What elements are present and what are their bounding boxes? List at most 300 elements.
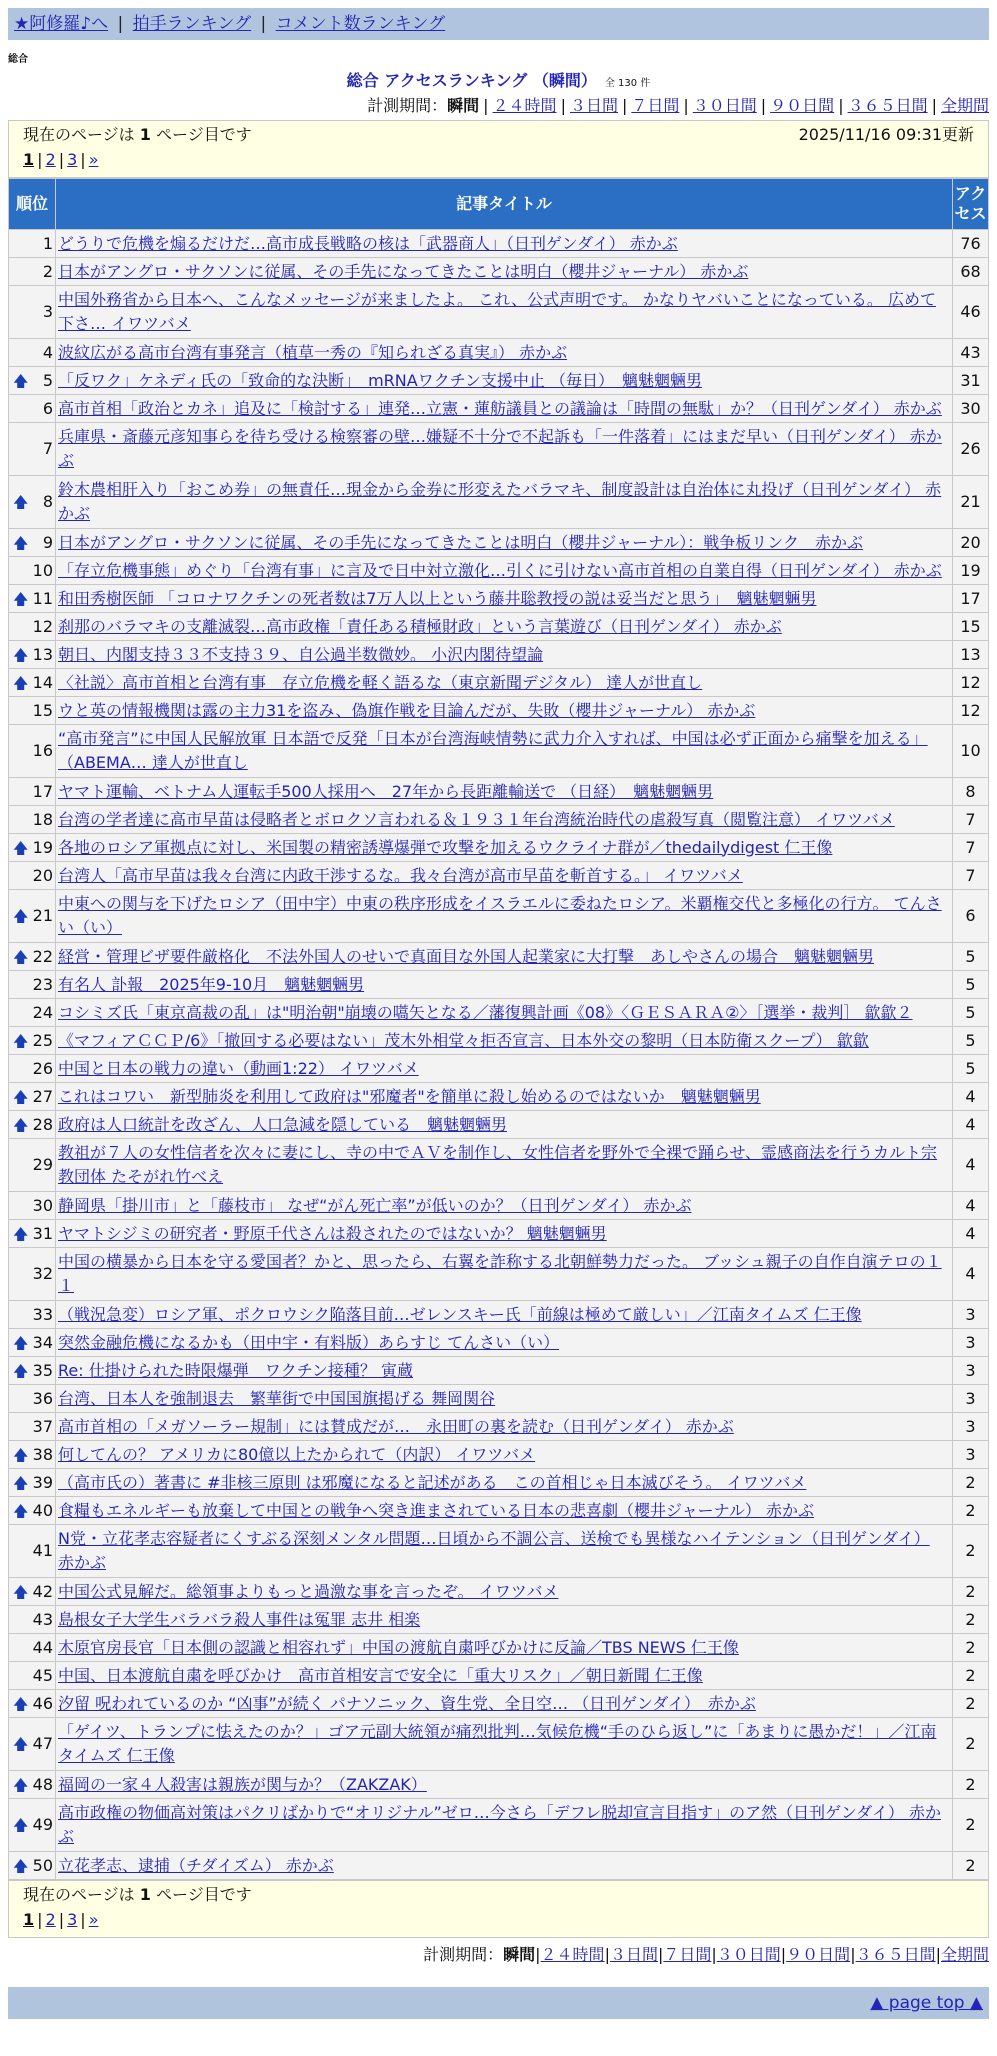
page-info-prefix: 現在のページは [23, 125, 135, 144]
rank-number: 20 [32, 865, 53, 885]
article-link[interactable]: 「反ワク」ケネディ氏の「致命的な決断」 mRNAワクチン支援中止 （毎日） 魑魅魍魎男 [58, 370, 702, 390]
rank-cell [9, 1385, 56, 1413]
table-row [9, 1027, 989, 1055]
rank-number: 12 [32, 616, 53, 636]
page-link-3[interactable]: 3 [67, 150, 78, 169]
title-cell [56, 286, 953, 339]
table-row [9, 1329, 989, 1357]
arrow-up-icon: 🡅 [13, 1333, 29, 1352]
article-link[interactable]: 島根女子大学生バラバラ殺人事件は冤罪 志井 相楽 [58, 1609, 421, 1629]
period-link-2[interactable]: ７日間 [631, 96, 680, 115]
page-info-suffix: ページ目です [156, 1885, 252, 1904]
table-row [9, 1413, 989, 1441]
period-link-0[interactable]: ２４時間 [492, 96, 557, 115]
table-row [9, 1497, 989, 1525]
table-row [9, 890, 989, 943]
period-link-5[interactable]: ３６５日間 [847, 96, 928, 115]
title-cell [56, 669, 953, 697]
rank-number: 31 [32, 1223, 53, 1243]
article-link[interactable]: 台湾人「高市早苗は我々台湾に内政干渉するな。我々台湾が高市早苗を斬首する。」 イワツバメ [58, 865, 743, 885]
rank-number: 17 [32, 781, 53, 801]
rank-cell [9, 1139, 56, 1192]
rank-cell [9, 258, 56, 286]
title-cell [56, 258, 953, 286]
table-row [9, 834, 989, 862]
table-row [9, 999, 989, 1027]
rank-number: 5 [42, 370, 53, 390]
article-link[interactable]: どうりで危機を煽るだけだ…高市成長戦略の核は「武器商人」（日刊ゲンダイ） 赤かぶ [58, 233, 678, 253]
rank-cell [9, 1606, 56, 1634]
period-separator: | [621, 96, 628, 115]
access-count: 5 [953, 1055, 989, 1083]
title-cell [56, 697, 953, 725]
rank-number: 2 [42, 261, 53, 281]
title-cell [56, 1690, 953, 1718]
rank-cell [9, 669, 56, 697]
arrow-up-icon: 🡅 [13, 1582, 29, 1601]
article-link[interactable]: 何してんの？ アメリカに80億以上たかられて（内訳） イワツバメ [58, 1444, 536, 1464]
rank-number: 8 [42, 492, 53, 511]
article-link[interactable]: 福岡の一家４人殺害は親族が関与か？（ZAKZAK） [58, 1774, 427, 1794]
arrow-up-icon: 🡅 [13, 1501, 29, 1520]
page-next-link[interactable]: » [88, 1910, 99, 1929]
article-link[interactable]: 中国と日本の戦力の違い（動画1:22） イワツバメ [58, 1058, 419, 1078]
table-row [9, 1301, 989, 1329]
title-cell [56, 1606, 953, 1634]
title-cell [56, 1469, 953, 1497]
rank-number: 41 [32, 1541, 53, 1560]
article-link[interactable]: 有名人 訃報 2025年9-10月 魑魅魍魎男 [58, 974, 365, 994]
rank-number: 30 [32, 1195, 53, 1215]
title-cell [56, 613, 953, 641]
rank-number: 35 [32, 1360, 53, 1380]
table-row [9, 1055, 989, 1083]
rank-number: 27 [32, 1086, 53, 1106]
table-row [9, 286, 989, 339]
access-count: 20 [953, 529, 989, 557]
rank-number: 32 [32, 1264, 53, 1283]
table-row [9, 971, 989, 999]
access-count: 68 [953, 258, 989, 286]
title-cell [56, 1139, 953, 1192]
arrow-up-icon: 🡅 [13, 1224, 29, 1243]
period-link-1[interactable]: ３日間 [569, 96, 618, 115]
access-count: 31 [953, 367, 989, 395]
access-count: 3 [953, 1385, 989, 1413]
period-link-6[interactable]: 全期間 [940, 96, 989, 115]
rank-cell [9, 834, 56, 862]
article-link[interactable]: 「ゲイツ、トランプに怯えたのか？」ゴア元副大統領が痛烈批判…気候危機“手のひら返し”に「あまりに愚かだ！」／江南タイムズ 仁王像 [58, 1722, 937, 1765]
arrow-up-icon: 🡅 [13, 589, 29, 608]
rank-number: 43 [32, 1609, 53, 1629]
pagination-bottom [23, 1907, 974, 1933]
arrow-up-icon: 🡅 [13, 947, 29, 966]
access-count: 4 [953, 1220, 989, 1248]
title-cell [56, 1525, 953, 1578]
article-link[interactable]: 〈社説〉高市首相と台湾有事 存立危機を軽く語るな（東京新聞デジタル） 達人が世直し [58, 672, 703, 692]
period-link-0-bottom[interactable]: ２４時間 [540, 1945, 605, 1964]
rank-cell [9, 557, 56, 585]
table-row [9, 339, 989, 367]
rank-number: 28 [32, 1114, 53, 1134]
period-separator: | [931, 96, 937, 115]
table-row [9, 258, 989, 286]
period-separator: | [683, 96, 689, 115]
article-link[interactable]: 経営・管理ビザ要件厳格化 不法外国人のせいで真面目な外国人起業家に大打撃 あしやさんの場合 魑魅魍魎男 [58, 946, 875, 966]
table-row [9, 585, 989, 613]
access-count: 2 [953, 1662, 989, 1690]
access-count: 76 [953, 230, 989, 258]
title-cell [56, 1718, 953, 1771]
page-info-number: 1 [139, 125, 151, 144]
rank-cell [9, 725, 56, 778]
article-link[interactable]: 高市政権の物価高対策はパクリばかりで“オリジナル”ゼロ…今さら「デフレ脱却宣言目指す」のア然（日刊ゲンダイ） 赤かぶ [58, 1803, 941, 1846]
table-row [9, 1139, 989, 1192]
page-separator: | [37, 150, 43, 169]
title-cell [56, 1413, 953, 1441]
rank-number: 38 [32, 1444, 53, 1464]
article-link[interactable]: 高市首相の「メガソーラー規制」には賛成だが… 永田町の裏を読む（日刊ゲンダイ） 赤かぶ [58, 1416, 734, 1436]
access-count: 15 [953, 613, 989, 641]
title-cell [56, 1497, 953, 1525]
article-link[interactable]: 和田秀樹医師 「コロナワクチンの死者数は7万人以上という藤井聡教授の説は妥当だと思う」 魑魅魍魎男 [58, 588, 817, 608]
period-separator: | [483, 96, 489, 115]
rank-number: 7 [42, 439, 53, 458]
title-cell [56, 943, 953, 971]
title-cell [56, 1111, 953, 1139]
article-link[interactable]: 木原官房長官「日本側の認識と相容れず」中国の渡航自粛呼びかけに反論／TBS NEWS 仁王像 [58, 1637, 739, 1657]
rank-number: 44 [32, 1637, 53, 1657]
table-row [9, 1771, 989, 1799]
article-link[interactable]: ヤマトシジミの研究者・野原千代さんは殺されたのではないか？ 魑魅魍魎男 [58, 1223, 607, 1243]
article-link[interactable]: 兵庫県・斎藤元彦知事らを待ち受ける検察審の壁…嫌疑不十分で不起訴も「一件落着」にはまだ早い（日刊ゲンダイ） 赤かぶ [58, 427, 942, 470]
rank-number: 46 [32, 1693, 53, 1713]
rank-number: 45 [32, 1665, 53, 1685]
page-separator: | [80, 150, 86, 169]
title-cell [56, 1634, 953, 1662]
period-link-5-bottom[interactable]: ３６５日間 [855, 1945, 936, 1964]
article-link[interactable]: 日本がアングロ・サクソンに従属、その手先になってきたことは明白（櫻井ジャーナル）：戦争板リンク 赤かぶ [58, 532, 863, 552]
article-link[interactable]: ウと英の情報機関は露の主力31を盗み、偽旗作戦を目論んだが、失敗（櫻井ジャーナル） 赤かぶ [58, 700, 756, 720]
rank-cell [9, 1469, 56, 1497]
title-cell [56, 1248, 953, 1301]
access-count: 17 [953, 585, 989, 613]
table-row [9, 669, 989, 697]
title-cell [56, 1301, 953, 1329]
table-row [9, 230, 989, 258]
access-count: 5 [953, 999, 989, 1027]
rank-cell [9, 697, 56, 725]
access-count: 8 [953, 778, 989, 806]
updated-timestamp: 2025/11/16 09:31更新 [798, 125, 974, 144]
arrow-up-icon: 🡅 [13, 838, 29, 857]
nav-link-comment-ranking[interactable]: コメント数ランキング [275, 14, 446, 34]
table-row [9, 725, 989, 778]
table-row [9, 1385, 989, 1413]
arrow-up-icon: 🡅 [13, 1735, 29, 1753]
arrow-up-icon: 🡅 [13, 1694, 29, 1713]
rank-number: 39 [32, 1472, 53, 1492]
table-row [9, 1718, 989, 1771]
rank-cell [9, 1083, 56, 1111]
period-link-1-bottom[interactable]: ３日間 [609, 1945, 658, 1964]
article-link[interactable]: ヤマト運輸、ベトナム人運転手500人採用へ 27年から長距離輸送で （日経） 魑魅魍魎男 [58, 781, 714, 801]
table-row [9, 778, 989, 806]
title-cell [56, 641, 953, 669]
period-separator: | [935, 1945, 941, 1964]
arrow-up-icon: 🡅 [13, 1361, 29, 1380]
article-link[interactable]: 中東への関与を下げたロシア（田中宇）中東の秩序形成をイスラエルに委ねたロシア。米覇権交代と多極化の行方。 てんさい（い） [58, 894, 942, 937]
period-separator: | [780, 1945, 787, 1964]
access-count: 4 [953, 1248, 989, 1301]
period-link-6-bottom[interactable]: 全期間 [940, 1945, 989, 1964]
article-link[interactable]: 汐留 呪われているのか “凶事”が続く パナソニック、資生党、全日空… （日刊ゲンダイ） 赤かぶ [58, 1693, 756, 1713]
nav-separator: | [117, 14, 124, 34]
rank-cell [9, 890, 56, 943]
rank-number: 29 [32, 1155, 53, 1174]
period-separator: | [760, 96, 767, 115]
article-link[interactable]: 台湾の学者達に高市早苗は侵略者とボロクソ言われる＆１９３１年台湾統治時代の虐殺写真（閲覧注意） イワツバメ [58, 809, 895, 829]
access-count: 10 [953, 725, 989, 778]
article-link[interactable]: “高市発言”に中国人民解放軍 日本語で反発「日本が台湾海峡情勢に武力介入すれば、中国は必ず正面から痛撃を加える」（ABEMA… 達人が世直し [58, 729, 928, 772]
arrow-up-icon: 🡅 [13, 371, 29, 390]
article-link[interactable]: 中国外務省から日本へ、こんなメッセージが来ましたよ。 これ、公式声明です。 かなりヤバいことになっている。 広めて下さ… イワツバメ [58, 290, 936, 333]
article-link[interactable]: 政府は人口統計を改ざん、人口急減を隠している 魑魅魍魎男 [58, 1114, 507, 1134]
rank-number: 24 [32, 1002, 53, 1022]
table-row [9, 1220, 989, 1248]
access-count: 4 [953, 1083, 989, 1111]
article-link[interactable]: 食糧もエネルギーも放棄して中国との戦争へ突き進まされている日本の悲喜劇（櫻井ジャーナル） 赤かぶ [58, 1500, 814, 1520]
access-count: 2 [953, 1718, 989, 1771]
article-link[interactable]: 朝日、内閣支持３３不支持３９、自公過半数微妙。 小沢内閣待望論 [58, 644, 544, 664]
page-separator: | [37, 1910, 43, 1929]
article-link[interactable]: これはコワい 新型肺炎を利用して政府は"邪魔者"を簡単に殺し始めるのではないか 魑魅魍魎男 [58, 1086, 761, 1106]
period-label: 計測期間： [367, 96, 448, 115]
rank-cell [9, 1027, 56, 1055]
article-link[interactable]: 立花孝志、逮捕（チダイズム） 赤かぶ [58, 1855, 334, 1875]
rank-cell [9, 778, 56, 806]
rank-number: 42 [32, 1581, 53, 1601]
page-current: 1 [23, 1910, 35, 1929]
access-count: 2 [953, 1469, 989, 1497]
period-link-4[interactable]: ９０日間 [770, 96, 835, 115]
article-link[interactable]: 中国、日本渡航自粛を呼びかけ 高市首相安言で安全に「重大リスク」／朝日新聞 仁王像 [58, 1665, 703, 1685]
article-link[interactable]: 高市首相「政治とカネ」追及に「検討する」連発…立憲・蓮舫議員との議論は「時間の無駄」か？（日刊ゲンダイ） 赤かぶ [58, 398, 942, 418]
article-link[interactable]: 「存立危機事態」めぐり「台湾有事」に言及で日中対立激化…引くに引けない高市首相の自業自得（日刊ゲンダイ） 赤かぶ [58, 560, 942, 580]
access-count: 5 [953, 971, 989, 999]
access-count: 3 [953, 1357, 989, 1385]
title-cell [56, 971, 953, 999]
table-row [9, 1662, 989, 1690]
page-separator: | [80, 1910, 86, 1929]
page-link-2[interactable]: 2 [45, 150, 56, 169]
rank-number: 33 [32, 1304, 53, 1324]
period-selector [8, 94, 989, 118]
period-link-3-bottom[interactable]: ３０日間 [716, 1945, 781, 1964]
arrow-up-icon: 🡅 [13, 645, 29, 664]
arrow-up-icon: 🡅 [13, 533, 29, 552]
rank-cell [9, 1662, 56, 1690]
table-row [9, 1606, 989, 1634]
rank-number: 6 [42, 398, 53, 418]
arrow-up-icon: 🡅 [13, 1816, 29, 1834]
rank-cell [9, 1357, 56, 1385]
page-info-box [8, 120, 989, 178]
access-count: 46 [953, 286, 989, 339]
page-link-2[interactable]: 2 [45, 1910, 56, 1929]
col-header-access: アクセス [953, 179, 989, 230]
access-count: 2 [953, 1799, 989, 1852]
rank-cell [9, 1111, 56, 1139]
title-cell [56, 529, 953, 557]
access-count: 12 [953, 669, 989, 697]
period-link-3[interactable]: ３０日間 [692, 96, 757, 115]
article-link[interactable]: 教祖が７人の女性信者を次々に妻にし、寺の中でＡＶを制作し、女性信者を野外で全裸で踊らせ、霊感商法を行うカルト宗教団体 たそがれ竹べえ [58, 1143, 938, 1186]
nav-separator: | [260, 14, 267, 34]
table-row [9, 1799, 989, 1852]
rank-number: 3 [42, 302, 53, 321]
rank-number: 16 [32, 741, 53, 760]
access-count: 19 [953, 557, 989, 585]
rank-cell [9, 286, 56, 339]
rank-number: 37 [32, 1416, 53, 1436]
title-cell [56, 423, 953, 476]
page-link-3[interactable]: 3 [67, 1910, 78, 1929]
arrow-up-icon: 🡅 [13, 1445, 29, 1464]
access-count: 2 [953, 1525, 989, 1578]
table-row [9, 697, 989, 725]
access-count: 13 [953, 641, 989, 669]
rank-number: 49 [32, 1815, 53, 1834]
article-link[interactable]: N党・立花孝志容疑者にくすぶる深刻メンタル問題…日頃から不調公言、送検でも異様なハイテンション（日刊ゲンダイ） 赤かぶ [58, 1529, 930, 1572]
arrow-up-icon: 🡅 [13, 1473, 29, 1492]
article-link[interactable]: 静岡県「掛川市」と「藤枝市」 なぜ“がん死亡率”が低いのか？（日刊ゲンダイ） 赤かぶ [58, 1195, 692, 1215]
access-count: 5 [953, 1027, 989, 1055]
access-count: 6 [953, 890, 989, 943]
article-link[interactable]: 突然金融危機になるかも（田中宇・有料版）あらすじ てんさい（い） [58, 1332, 560, 1352]
article-link[interactable]: 《マフィアＣＣＰ/6》「撤回する必要はない」茂木外相堂々拒否宣言、日本外交の黎明（日本防衛スクープ） 歙歙 [58, 1030, 869, 1050]
rank-cell [9, 943, 56, 971]
rank-number: 25 [32, 1030, 53, 1050]
title-cell [56, 1220, 953, 1248]
title-cell [56, 1329, 953, 1357]
table-row [9, 1852, 989, 1880]
title-cell [56, 1799, 953, 1852]
rank-number: 48 [32, 1774, 53, 1794]
table-row [9, 943, 989, 971]
title-cell [56, 1192, 953, 1220]
current-page-text-bottom [23, 1883, 252, 1907]
rank-cell [9, 1413, 56, 1441]
title-cell [56, 862, 953, 890]
rank-cell [9, 862, 56, 890]
period-separator: | [604, 1945, 610, 1964]
rank-cell [9, 806, 56, 834]
rank-cell [9, 339, 56, 367]
article-link[interactable]: 波紋広がる高市台湾有事発言（植草一秀の『知られざる真実』） 赤かぶ [58, 342, 568, 362]
table-row [9, 367, 989, 395]
article-link[interactable]: （高市氏の）著書に #非核三原則 は邪魔になると記述がある この首相じゃ日本滅びそう。 イワツバメ [58, 1472, 807, 1492]
rank-cell [9, 1718, 56, 1771]
access-count: 2 [953, 1852, 989, 1880]
period-selector-bottom [8, 1943, 989, 1967]
table-row [9, 1578, 989, 1606]
period-link-2-bottom[interactable]: ７日間 [663, 1945, 712, 1964]
arrow-up-icon: 🡅 [13, 1775, 29, 1794]
access-count: 7 [953, 834, 989, 862]
col-header-rank: 順位 [9, 179, 56, 230]
rank-cell [9, 1192, 56, 1220]
nav-link-clap-ranking[interactable]: 拍手ランキング [132, 14, 252, 34]
ranking-table [8, 178, 989, 1880]
title-cell [56, 778, 953, 806]
article-link[interactable]: 中国公式見解だ。総領事よりもっと過激な事を言ったぞ。 イワツバメ [58, 1581, 559, 1601]
rank-cell [9, 1634, 56, 1662]
rank-number: 10 [32, 560, 53, 580]
table-row [9, 1690, 989, 1718]
access-count: 3 [953, 1301, 989, 1329]
rank-cell [9, 1690, 56, 1718]
rank-number: 15 [32, 700, 53, 720]
table-row [9, 806, 989, 834]
title-cell [56, 1055, 953, 1083]
rank-number: 23 [32, 974, 53, 994]
period-separator: | [657, 1945, 664, 1964]
table-row [9, 862, 989, 890]
title-cell [56, 230, 953, 258]
title-cell [56, 476, 953, 529]
rank-cell [9, 367, 56, 395]
rank-number: 22 [32, 946, 53, 966]
rank-number: 40 [32, 1500, 53, 1520]
access-count: 2 [953, 1771, 989, 1799]
period-separator: | [838, 96, 844, 115]
rank-cell [9, 1301, 56, 1329]
nav-link-home[interactable]: ★阿修羅♪へ [14, 14, 109, 34]
period-link-4-bottom[interactable]: ９０日間 [786, 1945, 851, 1964]
article-link[interactable]: 台湾、日本人を強制退去 繁華街で中国国旗掲げる 舞岡関谷 [58, 1388, 496, 1408]
access-count: 21 [953, 476, 989, 529]
page-title: 総合 アクセスランキング （瞬間） [346, 71, 597, 90]
table-row [9, 557, 989, 585]
article-link[interactable]: 日本がアングロ・サクソンに従属、その手先になってきたことは明白（櫻井ジャーナル） 赤かぶ [58, 261, 749, 281]
article-link[interactable]: 鈴木農相肝入り「おこめ券」の無責任…現金から金券に形変えたバラマキ、制度設計は自治体に丸投げ（日刊ゲンダイ） 赤かぶ [58, 480, 942, 523]
article-link[interactable]: 中国の横暴から日本を守る愛国者？かと、思ったら、右翼を詐称する北朝鮮勢力だった。 ブッシュ親子の自作自演テロの１１ [58, 1252, 942, 1295]
top-nav-bar [8, 8, 989, 40]
rank-cell [9, 1055, 56, 1083]
page-next-link[interactable]: » [88, 150, 99, 169]
article-link[interactable]: 各地のロシア軍拠点に対し、米国製の精密誘導爆弾で攻撃を加えるウクライナ群が／thedailydigest 仁王像 [58, 837, 833, 857]
access-count: 7 [953, 862, 989, 890]
table-row [9, 423, 989, 476]
table-row [9, 1192, 989, 1220]
article-link[interactable]: 刹那のバラマキの支離滅裂…高市政権「責任ある積極財政」という言葉遊び（日刊ゲンダイ） 赤かぶ [58, 616, 782, 636]
period-label: 計測期間： [423, 1945, 504, 1964]
title-cell [56, 1578, 953, 1606]
article-link[interactable]: Re: 仕掛けられた時限爆弾 ワクチン接種？ 寅蔵 [58, 1360, 414, 1380]
table-row [9, 1441, 989, 1469]
access-count: 3 [953, 1413, 989, 1441]
title-cell [56, 999, 953, 1027]
rank-cell [9, 585, 56, 613]
title-cell [56, 1083, 953, 1111]
article-link[interactable]: （戦況急変）ロシア軍、ポクロウシク陥落目前…ゼレンスキー氏「前線は極めて厳しい」／江南タイムズ 仁王像 [58, 1304, 862, 1324]
page-top-link[interactable]: ▲ page top ▲ [870, 1993, 983, 2013]
item-count: 全 130 件 [604, 78, 651, 89]
arrow-up-icon: 🡅 [13, 907, 29, 925]
period-current: 瞬間 [503, 1945, 536, 1964]
article-link[interactable]: コシミズ氏「東京高裁の乱」は"明治朝"崩壊の嚆矢となる／藩復興計画《08》〈ＧＥＳＡＲＡ②〉［選挙・裁判］ 歙歙２ [58, 1002, 913, 1022]
